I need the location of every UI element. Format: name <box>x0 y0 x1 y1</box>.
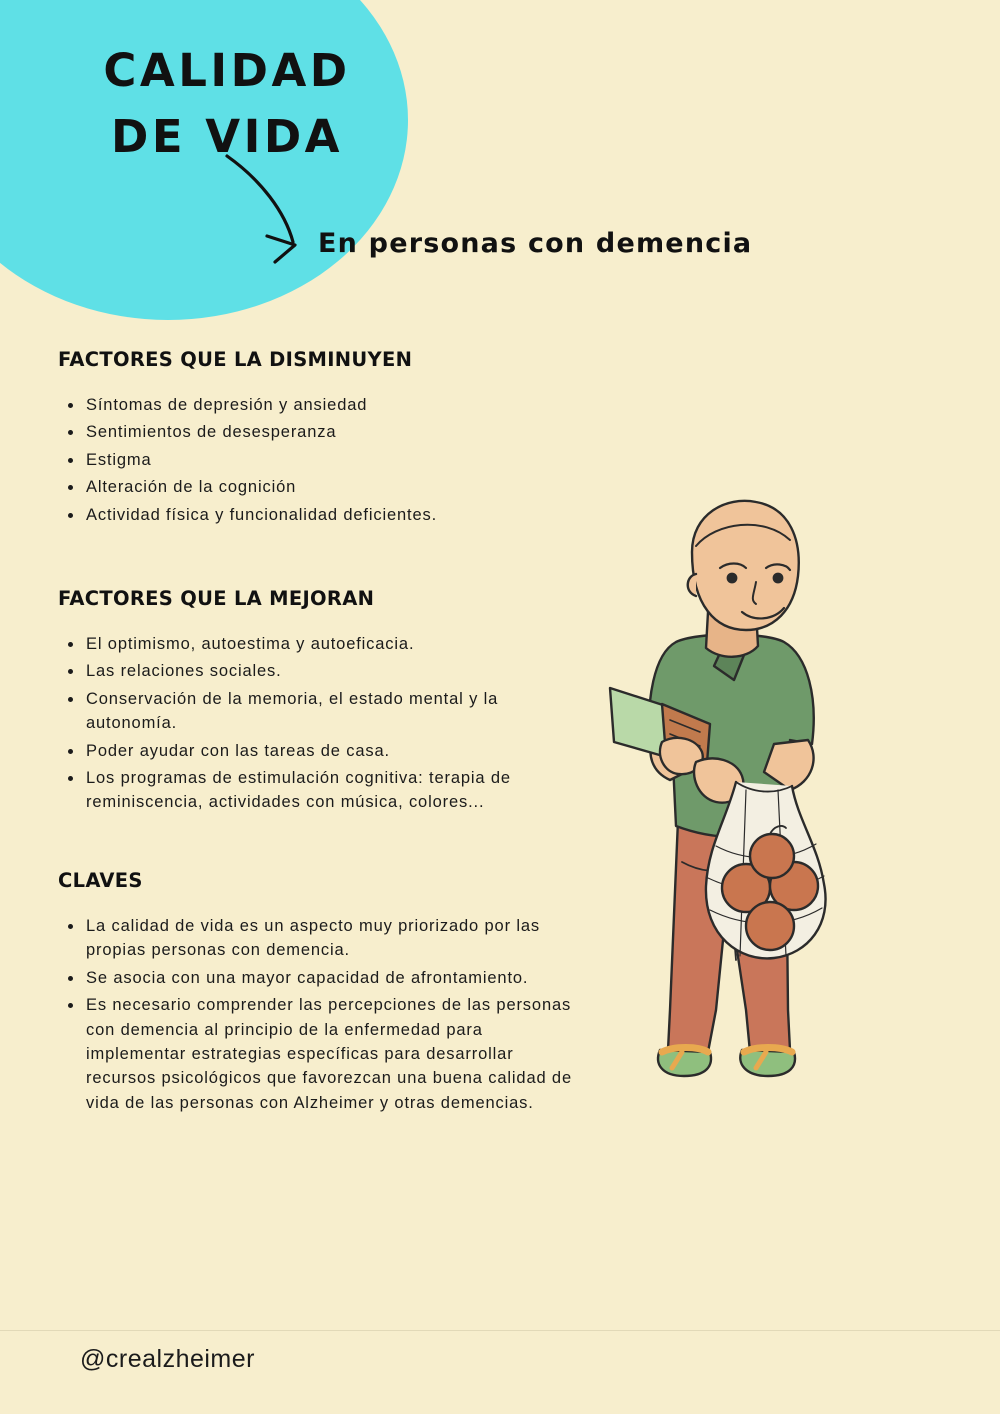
section-title: FACTORES QUE LA DISMINUYEN <box>58 348 413 371</box>
older-man-with-shopping-bag-illustration <box>550 490 950 1110</box>
section-factores-mejoran <box>58 587 578 815</box>
list-item: El optimismo, autoestima y autoeficacia. <box>58 632 578 656</box>
section-factores-disminuyen <box>58 348 578 527</box>
list-item: Los programas de estimulación cognitiva: terapia de reminiscencia, actividades con música, colores... <box>58 766 578 815</box>
list-item: Las relaciones sociales. <box>58 659 578 683</box>
page-subtitle: En personas con demencia <box>318 228 753 259</box>
list-item: Estigma <box>58 448 578 472</box>
list-item: Sentimientos de desesperanza <box>58 420 578 444</box>
section-title: CLAVES <box>58 868 143 892</box>
section-title: FACTORES QUE LA MEJORAN <box>58 587 375 611</box>
list-item: Poder ayudar con las tareas de casa. <box>58 739 578 763</box>
section-claves <box>58 869 578 1115</box>
footer-handle: @crealzheimer <box>80 1345 255 1373</box>
bullet-list <box>58 914 578 1115</box>
content-column <box>58 348 578 1159</box>
page-title-line-2: DE VIDA <box>110 109 343 163</box>
list-item: La calidad de vida es un aspecto muy priorizado por las propias personas con demencia. <box>58 914 578 963</box>
footer-divider <box>0 1330 1000 1331</box>
curved-arrow-icon <box>215 150 375 290</box>
list-item: Conservación de la memoria, el estado mental y la autonomía. <box>58 687 578 736</box>
bullet-list <box>58 632 578 815</box>
list-item: Alteración de la cognición <box>58 475 578 499</box>
list-item: Es necesario comprender las percepciones de las personas con demencia al principio de la enfermedad para implementar estrategias específicas para desarrollar recursos psicológicos que favorezcan una buena calidad de vida de las personas con Alzheimer y otras demencias. <box>58 993 578 1115</box>
list-item: Actividad física y funcionalidad deficientes. <box>58 503 578 527</box>
list-item: Se asocia con una mayor capacidad de afrontamiento. <box>58 966 578 990</box>
list-item: Síntomas de depresión y ansiedad <box>58 393 578 417</box>
page-title-line-1: CALIDAD <box>103 44 351 97</box>
bullet-list <box>58 393 578 527</box>
